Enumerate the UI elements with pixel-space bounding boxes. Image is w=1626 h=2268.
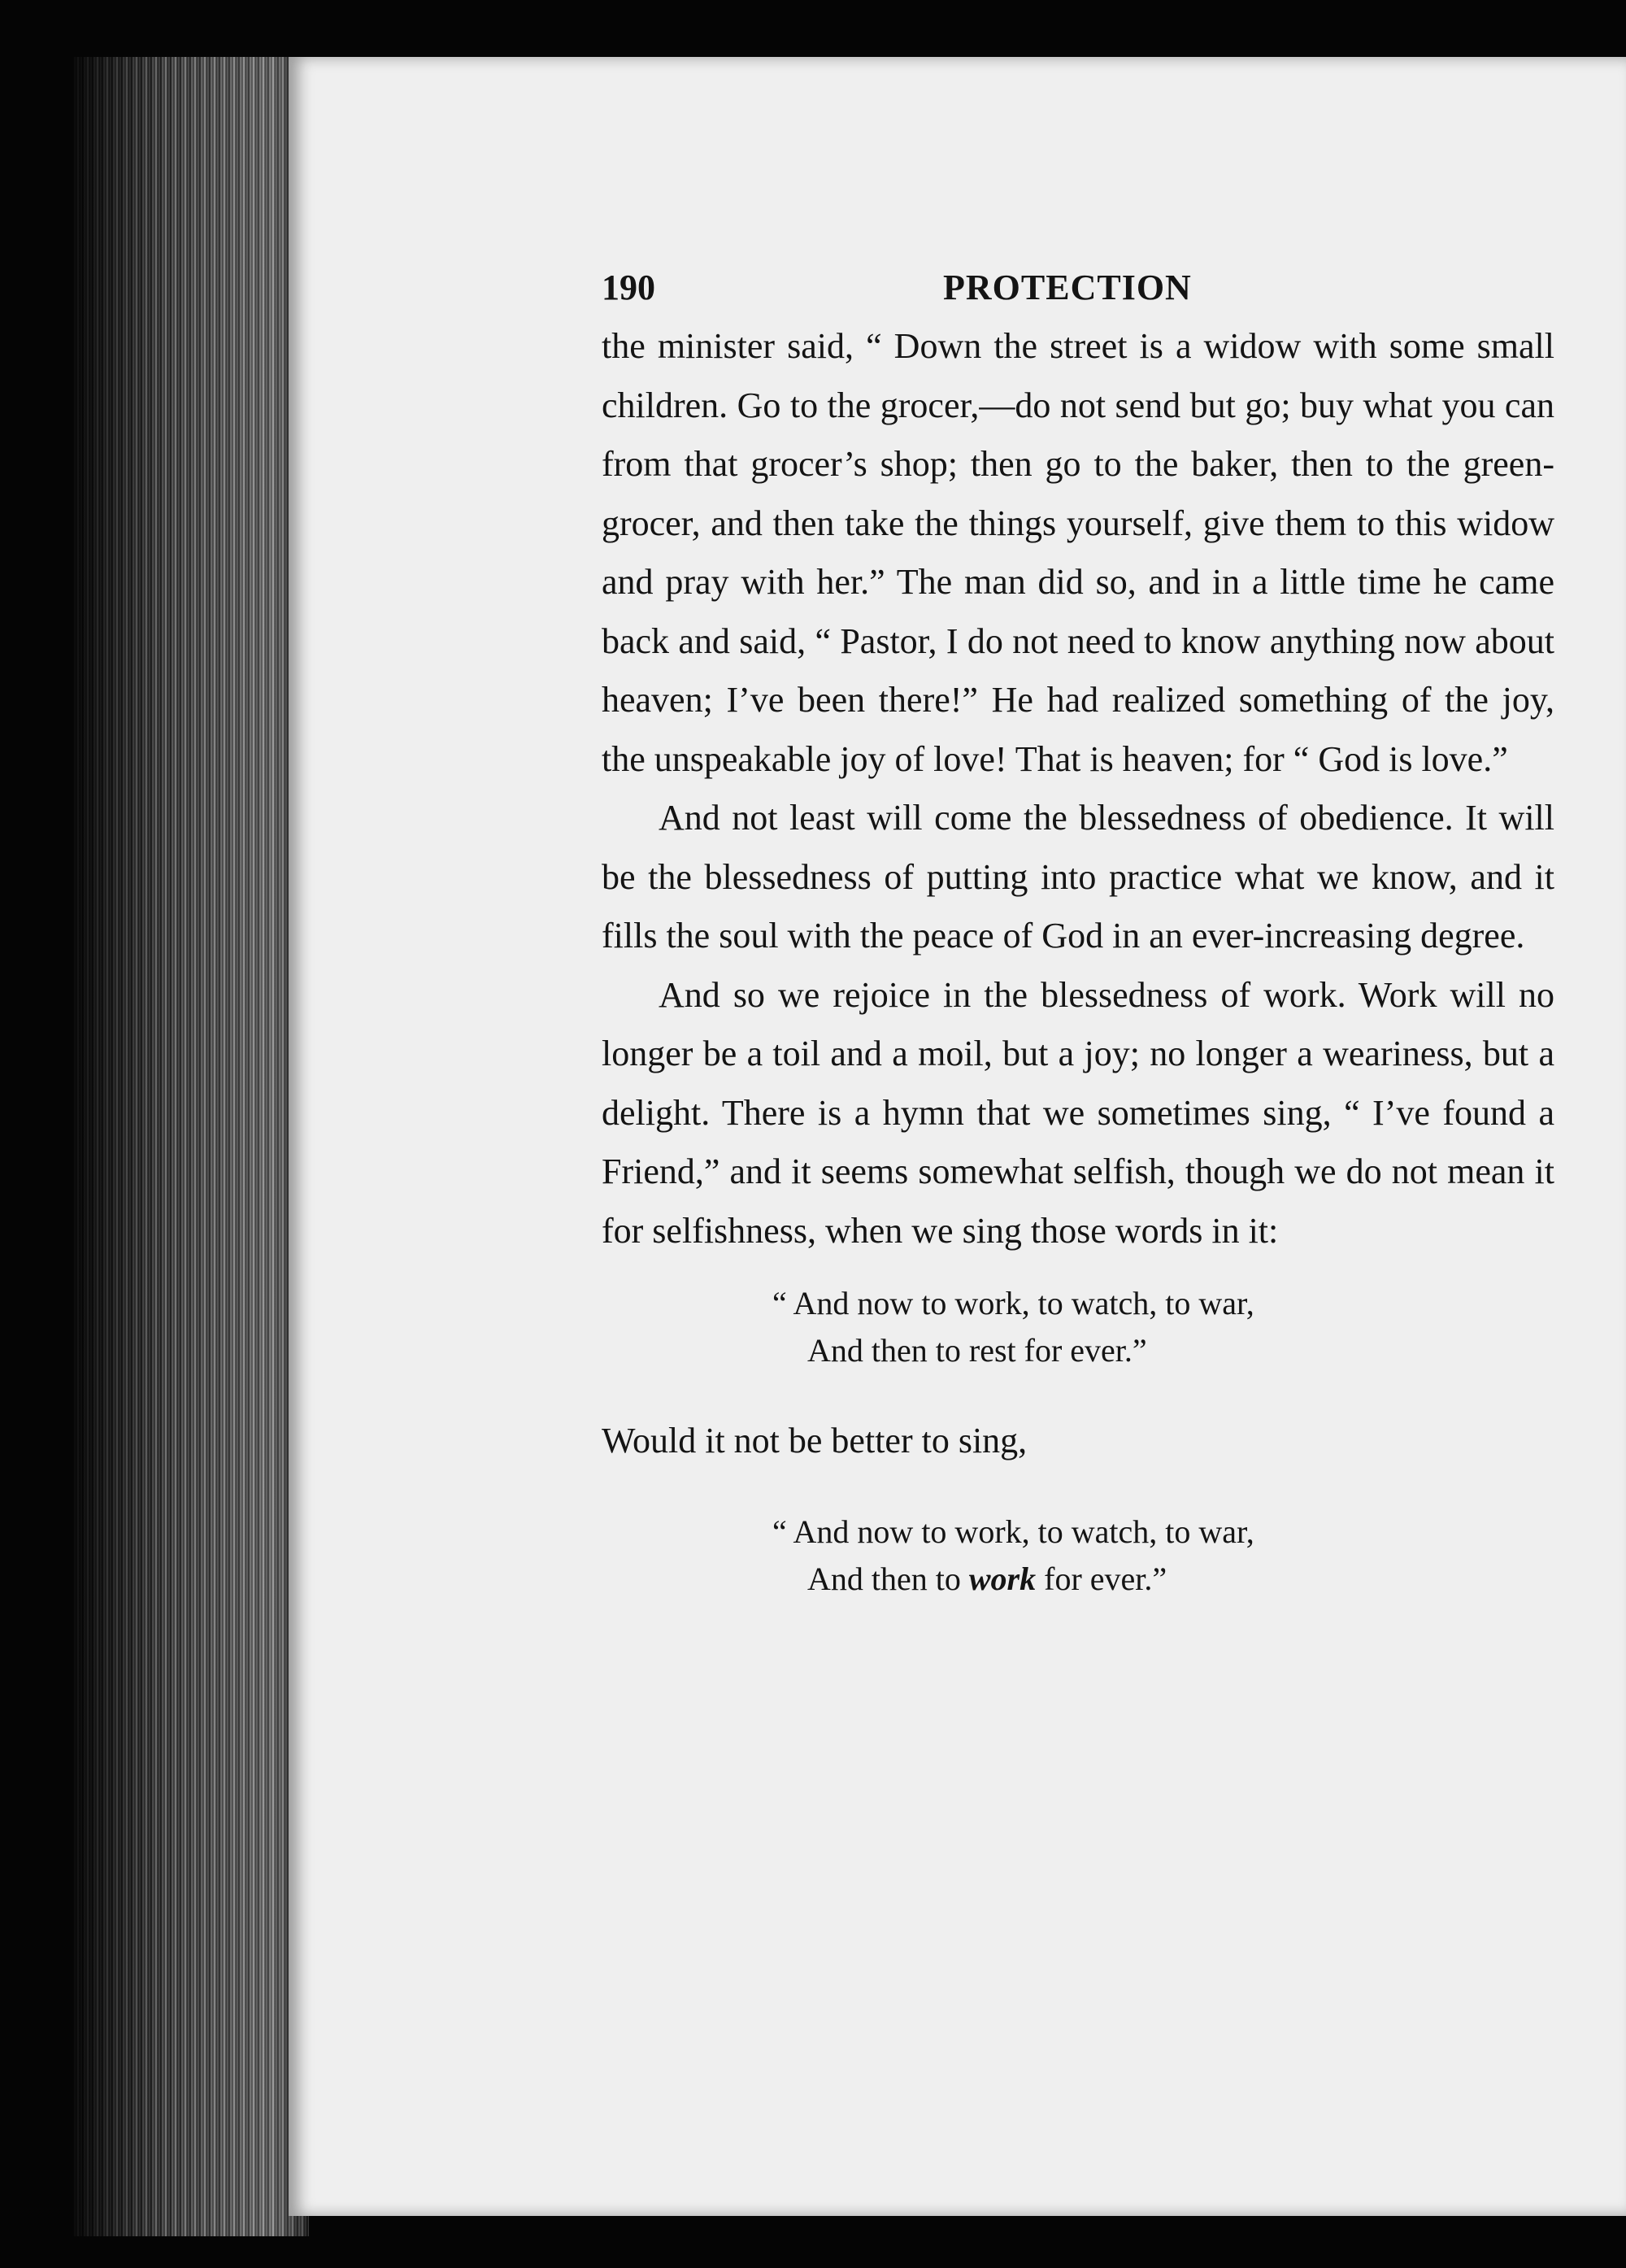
page-header <box>602 259 1554 317</box>
hymn-quote-1-line-2: And then to rest for ever.” <box>807 1332 1147 1369</box>
hymn-quote-1 <box>772 1280 1554 1374</box>
hymn-quote-2-line-2-start: And then to <box>807 1560 969 1597</box>
page-text-block <box>602 259 1554 1640</box>
paragraph-3: And so we rejoice in the blessedness of work. Work will no longer be a toil and a moil, but a joy; no longer a weariness, but a delight. There is a hymn that we sometimes sing, “ I’ve found a Friend,” and it seems somewhat selfish, though we do not mean it for selfishness, when we sing those words in it: <box>602 974 1554 1251</box>
hymn-quote-2-line-2-end: for ever.” <box>1036 1560 1167 1597</box>
emphasized-word: work <box>968 1560 1037 1597</box>
hymn-quote-2-line-1: “ And now to work, to watch, to war, <box>772 1513 1254 1550</box>
paragraph-1: the minister said, “ Down the street is a widow with some small children. Go to the grocer,—do not send but go; buy what you can from that grocer’s shop; then go to the baker, then to the green-grocer, and then take the things yourself, give them to this widow and pray with her.” The man did so, and in a little time he came back and said, “ Pastor, I do not need to know anything now about heaven; I’ve been there!” He had realized something of the joy, the unspeakable joy of love! That is heaven; for “ God is love.” <box>602 326 1554 779</box>
hymn-quote-2 <box>772 1508 1554 1603</box>
hymn-quote-1-line-1: “ And now to work, to watch, to war, <box>772 1285 1254 1321</box>
bridge-sentence: Would it not be better to sing, <box>602 1421 1028 1460</box>
hymn-quote-2-line-2 <box>772 1556 1554 1603</box>
page-number: 190 <box>602 268 655 307</box>
book-page-edges <box>73 57 309 2236</box>
paragraph-2: And not least will come the blessedness of obedience. It will be the blessedness of putting into practice what we know, and it fills the soul with the peace of God in an ever-increasing degree. <box>602 798 1554 956</box>
running-head: PROTECTION <box>943 268 1192 307</box>
